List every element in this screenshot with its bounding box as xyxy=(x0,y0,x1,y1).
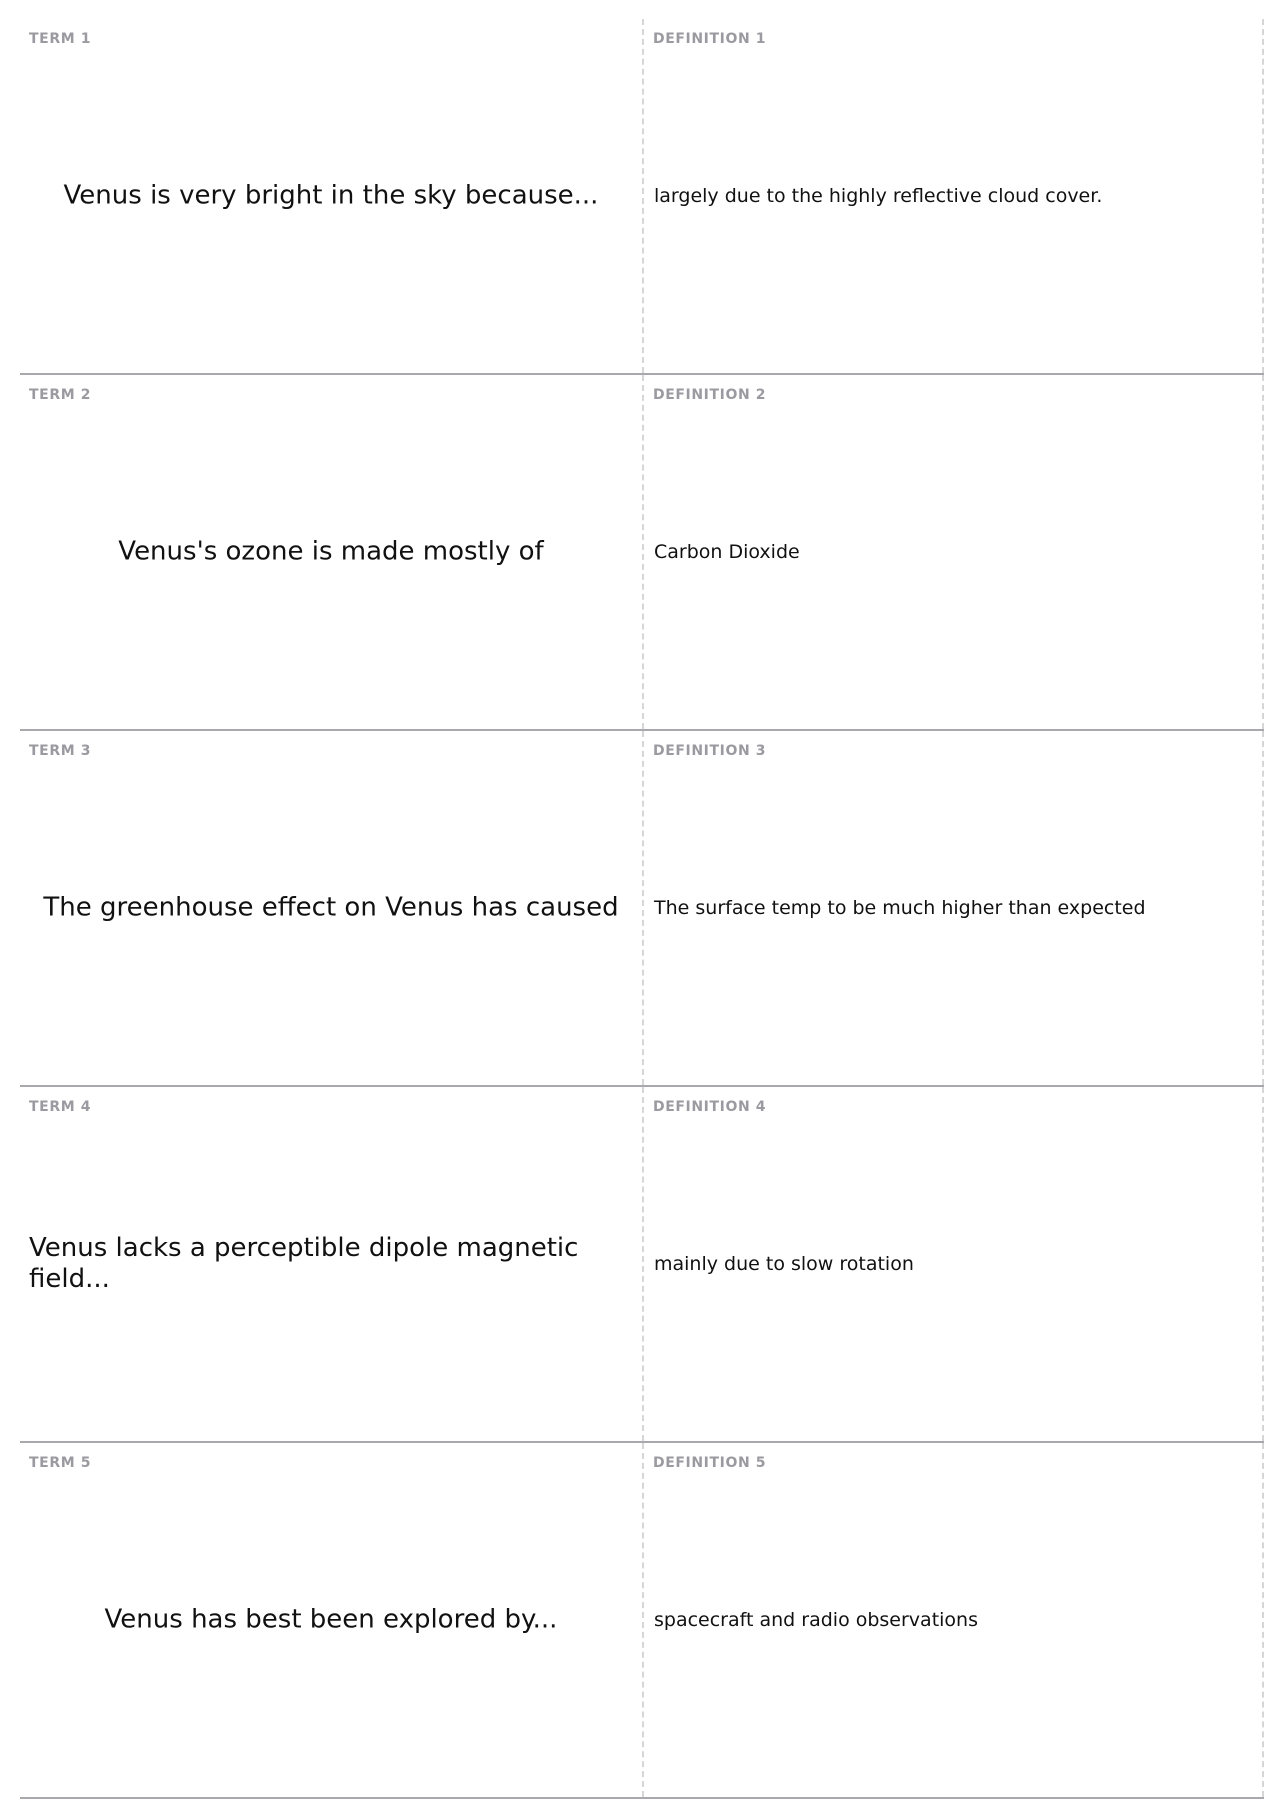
definition-text: mainly due to slow rotation xyxy=(654,1253,914,1275)
flashcard-row xyxy=(20,731,1264,1087)
flashcard-row xyxy=(20,1087,1264,1443)
term-label: TERM 5 xyxy=(29,1455,92,1471)
term-label: TERM 2 xyxy=(29,387,92,403)
term-cell xyxy=(20,731,644,1085)
definition-cell xyxy=(644,1087,1264,1441)
definition-cell xyxy=(644,19,1264,373)
definition-label: DEFINITION 1 xyxy=(653,31,767,47)
definition-text: largely due to the highly reflective cloud cover. xyxy=(654,185,1103,207)
term-cell xyxy=(20,19,644,373)
definition-text: spacecraft and radio observations xyxy=(654,1609,978,1631)
term-text: Venus's ozone is made mostly of xyxy=(118,536,544,567)
term-cell xyxy=(20,1443,644,1797)
term-label: TERM 3 xyxy=(29,743,92,759)
term-text: Venus is very bright in the sky because... xyxy=(63,180,599,211)
term-label: TERM 4 xyxy=(29,1099,92,1115)
definition-label: DEFINITION 4 xyxy=(653,1099,767,1115)
term-cell xyxy=(20,375,644,729)
term-text: Venus has best been explored by... xyxy=(104,1604,558,1635)
term-cell xyxy=(20,1087,644,1441)
flashcard-row xyxy=(20,19,1264,375)
definition-label: DEFINITION 5 xyxy=(653,1455,767,1471)
definition-text: Carbon Dioxide xyxy=(654,541,800,563)
definition-text: The surface temp to be much higher than expected xyxy=(654,897,1146,919)
term-label: TERM 1 xyxy=(29,31,92,47)
definition-cell xyxy=(644,375,1264,729)
flashcard-sheet xyxy=(20,19,1264,1799)
flashcard-row xyxy=(20,375,1264,731)
term-text: The greenhouse effect on Venus has caused xyxy=(43,892,619,923)
term-text: Venus lacks a perceptible dipole magnetic field... xyxy=(29,1233,579,1294)
definition-cell xyxy=(644,1443,1264,1797)
flashcard-row xyxy=(20,1443,1264,1799)
definition-label: DEFINITION 2 xyxy=(653,387,767,403)
definition-cell xyxy=(644,731,1264,1085)
definition-label: DEFINITION 3 xyxy=(653,743,767,759)
